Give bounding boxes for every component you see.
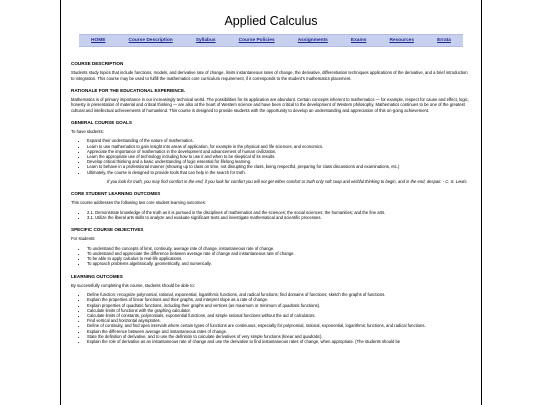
nav-link-syllabus[interactable]: Syllabus — [195, 38, 216, 43]
nav-link-course-description[interactable]: Course Description — [128, 38, 173, 43]
list-item: • 2.1. Demonstrate knowledge of the truth as it is pursued in the disciplines of mathematics and the sciences; the social sciences; the humanities; and the fine arts. — [87, 210, 471, 215]
specific-objectives-intro: For students: — [71, 236, 96, 242]
nav-link-resources[interactable]: Resources — [389, 38, 414, 43]
section-heading-course-description: COURSE DESCRIPTION — [71, 61, 124, 66]
list-item: • Explain the difference between average and instantaneous rates of change. — [87, 329, 471, 334]
course-description-text: Students study topics that include functions, models, and derivative rate of change, limits instantaneous rates of change, the derivative, differentiation techniques applications of the derivative, and a brief introduction to integration. This course may be used to fulfill the mathematics core curriculum requirement, if it corresponds to the student's mathematics placement. — [71, 70, 468, 81]
list-item: • Calculate limits of functions with the graphing calculator. — [87, 308, 471, 313]
core-outcomes-list — [71, 210, 471, 220]
list-item: • Ultimately, the course is designed to provide tools that can help in the search for truth. — [87, 170, 471, 175]
nav-bar — [79, 34, 463, 47]
list-item: • Appreciate the importance of mathematics in the development and advancement of human civilization. — [87, 149, 471, 154]
section-heading-specific-objectives: SPECIFIC COURSE OBJECTIVES — [71, 227, 144, 233]
rationale-text: Mathematics is of primary importance in our increasingly technical world. The possibilities for its application are abundant. Certain concepts inherent to mathematics — for example, respect for cause and effect, logic, honesty in presentation of material and critical thinking — are also at the heart of Western science and have been critical to the development of Western philosophy. Mathematics continues to be one of the greatest cultural and intellectual achievements of humankind. This course is designed to provide students with the opportunity to develop an understanding and appreciation of this on-going achievement. — [71, 97, 469, 113]
learning-outcomes-intro: By successfully completing this course, students should be able to: — [71, 282, 195, 288]
nav-link-errata[interactable]: Errata — [437, 38, 451, 43]
list-item: • Explain properties of quadratic functions, including their graphs and vertices (as maximum or minimum of quadratic functions). — [87, 303, 471, 308]
list-item: • Expand their understanding of the nature of mathematics. — [87, 138, 471, 143]
list-item: • To understand and appreciate the difference between average rate of change and instantaneous rate of change. — [87, 251, 471, 256]
section-heading-course-goals: GENERAL COURSE GOALS — [71, 119, 132, 125]
page-container — [60, 0, 482, 405]
list-item: • Define of continuity, and find open intervals where certain types of functions are continuous, especially for polynomial, rational, exponential, logarithmic functions, and radical functions. — [87, 323, 471, 328]
nav-link-course-policies[interactable]: Course Policies — [238, 38, 275, 43]
list-item: • Find vertical and horizontal asymptotes. — [87, 318, 471, 323]
course-goals-list — [71, 138, 471, 174]
cs-lewis-quote: If you look for truth, you may find comfort in the end; if you look for comfort you will not get either comfort or truth only soft soap and wishful thinking to begin, and in the end, despair. - C. S. Lewis. — [107, 178, 468, 184]
list-item: • Learn to behave in a professional manner (showing up to class on time, not disrupting the class, being respectful, preparing for class discussions and examinations, etc.) — [87, 164, 471, 169]
list-item: • Define function; recognize polynomial, rational, exponential, logarithmic functions, and radical functions; find domains of functions; sketch the graphs of functions. — [87, 292, 471, 297]
nav-link-exams[interactable]: Exams — [350, 38, 367, 43]
nav-link-assignments[interactable]: Assignments — [297, 38, 328, 43]
list-item: • Explain the properties of linear functions and their graphs, and interpret slope as a rate of change. — [87, 297, 471, 302]
list-item: • 3.1. Utilize the liberal arts skills to analyze and evaluate significant texts and investigate mathematical and scientific processes. — [87, 215, 471, 220]
list-item: • To approach problems algebraically, geometrically, and numerically. — [87, 261, 471, 266]
specific-objectives-list — [71, 246, 471, 267]
list-item: • Learn the appropriate use of technology including how to use it and when to be skeptical of its results. — [87, 154, 471, 159]
section-heading-learning-outcomes: LEARNING OUTCOMES — [71, 273, 123, 279]
nav-link-home[interactable]: HOME — [91, 38, 106, 43]
learning-outcomes-list — [71, 292, 471, 344]
list-item: • Develop critical thinking and a basic understanding of logic essential for lifelong learning. — [87, 159, 471, 164]
section-heading-rationale: RATIONALE FOR THE EDUCATIONAL EXPERIENCE. — [71, 87, 186, 93]
core-outcomes-intro: This course addresses the following two core student learning outcomes: — [71, 200, 207, 206]
page-title: Applied Calculus — [224, 14, 318, 28]
list-item: • To understand the concepts of limit, continuity, average rate of change, instantaneous rate of change. — [87, 246, 471, 251]
list-item: • State the definition of derivative, and to use the definition to calculate derivatives of very simple functions (linear and quadratic). — [87, 334, 471, 339]
course-goals-intro: To have students: — [71, 129, 104, 135]
list-item: • Calculate limits of constants, polynomials, exponential functions, and simple rational functions without the aid of calculators. — [87, 313, 471, 318]
main-content — [61, 61, 481, 344]
section-heading-core-outcomes: CORE STUDENT LEARNING OUTCOMES — [71, 191, 161, 197]
list-item: • To be able to apply calculus to real-life applications. — [87, 256, 471, 261]
list-item: • Learn to use mathematics to gain insight into areas of application, for example in the physical and life sciences, and economics. — [87, 144, 471, 149]
list-item: • Explain the role of derivative as an instantaneous rate of change and use the derivative to find instantaneous rates of change, when appropriate. (The students should be — [87, 339, 471, 344]
